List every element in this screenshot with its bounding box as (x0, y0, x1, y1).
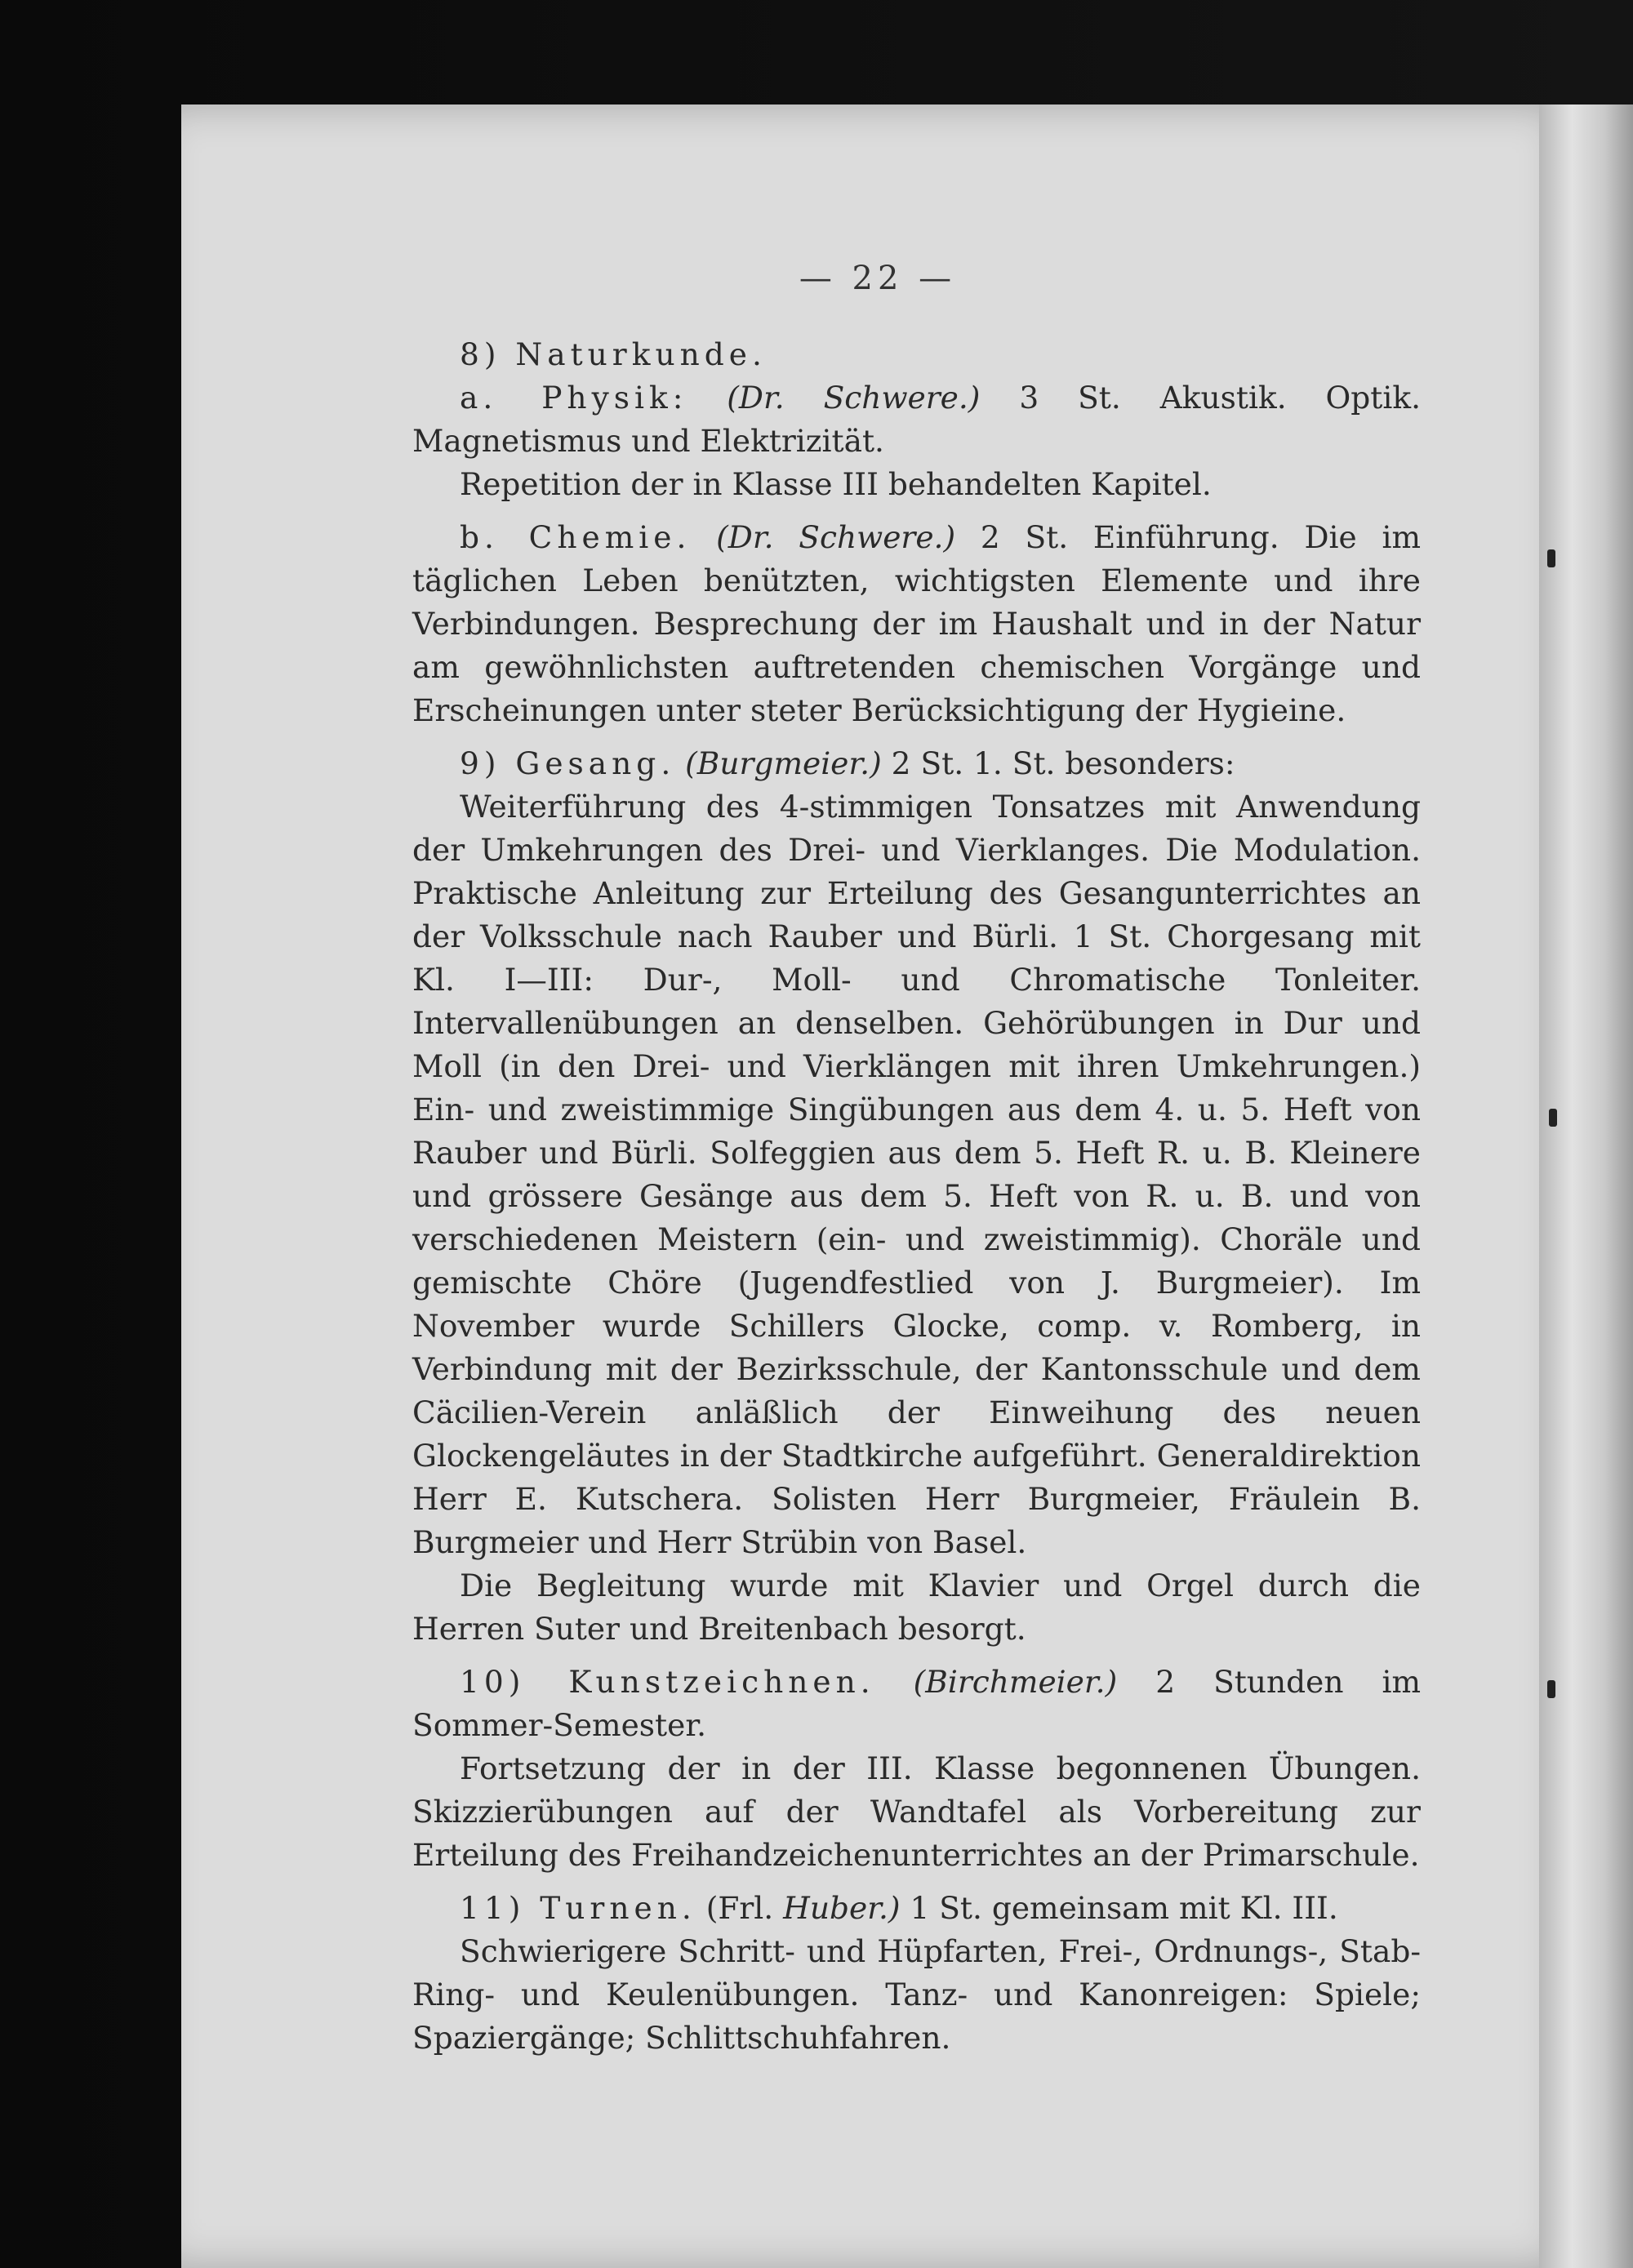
binding-mark (1547, 1680, 1555, 1698)
section-11-turnen: 11) Turnen. (Frl. Huber.) 1 St. gemeinsam mit Kl. III. (460, 1890, 1338, 1926)
page-spine (1539, 105, 1633, 2268)
section-10-kunstzeichnen: 10) Kunstzeichnen. (Birchmeier.) 2 Stunden im Sommer-Semester. (412, 1664, 1422, 1743)
section-8-heading: 8) Naturkunde. (460, 336, 767, 372)
page-number: — 22 — (799, 260, 957, 297)
section-9-body: Weiterführung des 4-stimmigen Tonsatzes mit Anwendung der Umkehrungen des Drei- und Vierklanges. Die Modulation. Praktische Anleitung zur Erteilung des Gesangunterrichtes an der Volksschule nach Rauber und Bürli. 1 St. Chorgesang mit Kl. I—III: Dur-, Moll- und Chromatische Tonleiter. Intervallenübungen an denselben. Gehörübungen in Dur und Moll (in den Drei- und Vierklängen mit ihren Umkehrungen.) Ein- und zweistimmige Singübungen aus dem 4. u. 5. Heft von Rauber und Bürli. Solfeggien aus dem 5. Heft R. u. B. Kleinere und grössere Gesänge aus dem 5. Heft von R. u. B. und von verschiedenen Meistern (ein- und zweistimmig). Choräle und gemischte Chöre (Jugendfestlied von J. Burgmeier). Im November wurde Schillers Glocke, comp. v. Romberg, in Verbindung mit der Bezirksschule, der Kantonsschule und dem Cäcilien-Verein anläßlich der Einweihung des neuen Glockengeläutes in der Stadtkirche aufgeführt. Generaldirektion Herr E. Kutschera. Solisten Herr Burgmeier, Fräulein B. Burgmeier und Herr Strübin von Basel. (412, 789, 1421, 1560)
section-9-gesang: 9) Gesang. (Burgmeier.) 2 St. 1. St. besonders: (460, 745, 1235, 781)
binding-mark (1547, 549, 1555, 567)
section-9-accompaniment: Die Begleitung wurde mit Klavier und Orgel durch die Herren Suter und Breitenbach besorgt. (412, 1568, 1421, 1647)
section-10-body: Fortsetzung der in der III. Klasse begonnenen Übungen. Skizzierübungen auf der Wandtafel als Vorbereitung zur Erteilung des Freihandzeichenunterrichtes an der Primarschule. (412, 1750, 1421, 1873)
binding-mark (1549, 1109, 1557, 1127)
section-8a-repetition: Repetition der in Klasse III behandelten Kapitel. (460, 466, 1212, 502)
section-11-body: Schwierigere Schritt- und Hüpfarten, Frei-, Ordnungs-, Stab- Ring- und Keulenübungen. Tanz- und Kanonreigen: Spiele; Spaziergänge; Schlittschuhfahren. (412, 1933, 1421, 2056)
page-content (412, 333, 1421, 2060)
section-8a-physik: a. Physik: (Dr. Schwere.) 3 St. Akustik. Optik. Magnetismus und Elektrizität. (412, 380, 1421, 459)
section-8b-chemie: b. Chemie. (Dr. Schwere.) 2 St. Einführung. Die im täglichen Leben benützten, wichtigsten Elemente und ihre Verbindungen. Besprechung der im Haushalt und in der Natur am gewöhnlichsten auftretenden chemischen Vorgänge und Erscheinungen unter steter Berücksichtigung der Hygieine. (412, 519, 1421, 728)
